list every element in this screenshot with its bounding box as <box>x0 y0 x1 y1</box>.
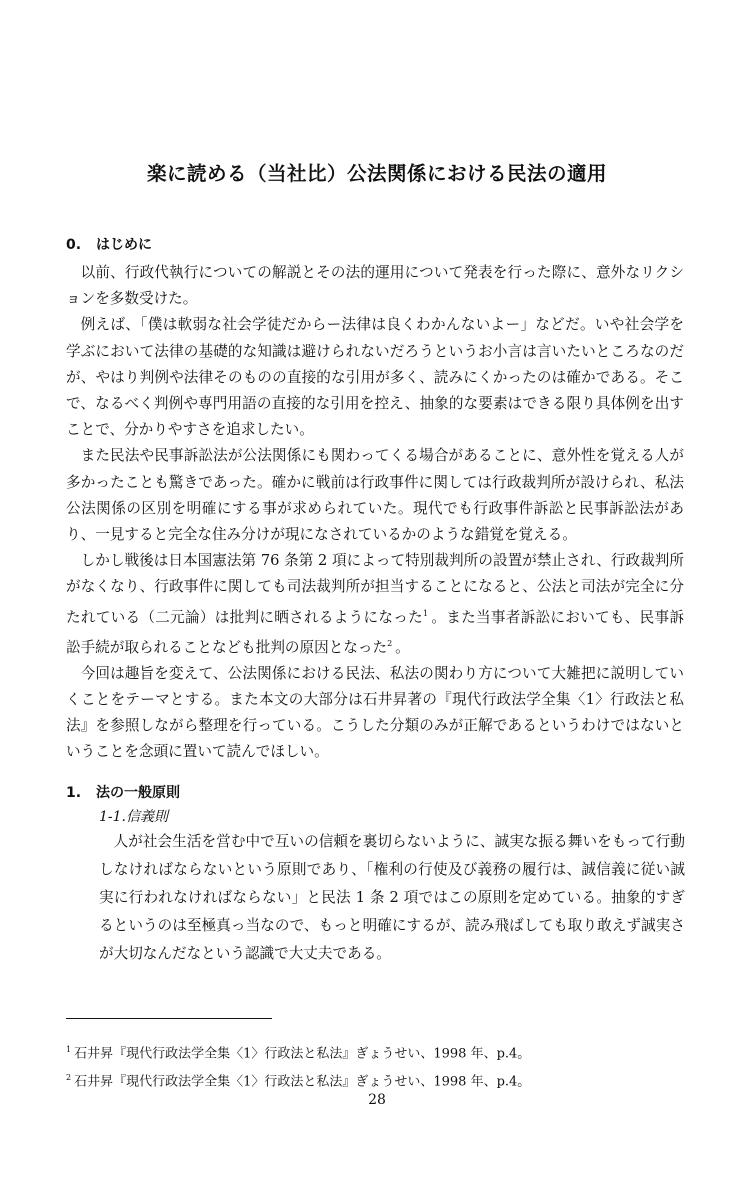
section-number-1: 1. <box>66 785 82 801</box>
section-title-1: 法の一般原則 <box>96 785 180 801</box>
footnote-divider <box>66 1018 272 1019</box>
section-heading-0 <box>66 234 152 254</box>
paragraph: 人が社会生活を営む中で互いの信頼を裏切らないように、誠実な振る舞いをもって行動しなければならないという原則であり、「権利の行使及び義務の履行は、誠信義に従い誠実に行われなければならない」と民法 1 条 2 項ではこの原則を定めている。抽象的すぎるというのは至極真っ当なので、もっと明確にするが、読み飛ばしても取り敢えず誠実さが大切なんだなという認識で大丈夫である。 <box>99 833 685 962</box>
paragraph: 例えば、「僕は軟弱な社会学徒だからー法律は良くわかんないよー」などだ。いや社会学を学ぶにおいて法律の基礎的な知識は避けられないだろうというお小言は言いたいところなのだが、やはり判例や法律そのものの直接的な引用が多く、読みにくかったのは確かである。そこで、なるべく判例や専門用語の直接的な引用を控え、抽象的な要素はできる限り具体例を出すことで、分かりやすさを追求したい。 <box>66 316 684 439</box>
footnotes <box>66 1038 686 1095</box>
subsection-heading: 1-1.信義則 <box>99 809 168 825</box>
footnote-text: 石井昇『現代行政法学全集〈1〉行政法と私法』ぎょうせい、1998 年、p.4。 <box>74 1046 531 1062</box>
paragraph-text: 。また当事者訴訟においても、民事訴訟手続が取られることなども批判の原因となった <box>66 608 684 656</box>
paragraph: 今回は趣旨を変えて、公法関係における民法、私法の関わり方について大雑把に説明していくことをテーマとする。また本文の大部分は石井昇著の『現代行政法学全集〈1〉行政法と私法』を参照しながら整理を行っている。こうした分類のみが正解であるというわけではないということを念頭に置いて読んでほしい。 <box>66 664 684 761</box>
section-number-0: 0. <box>66 237 82 253</box>
page-number: 28 <box>368 1092 386 1108</box>
section-heading-1 <box>66 782 180 802</box>
footnote-ref-1[interactable]: 1 <box>423 608 429 618</box>
paragraph <box>66 548 684 661</box>
footnote-mark: 2 <box>66 1073 72 1083</box>
paragraph: 以前、行政代執行についての解説とその法的運用について発表を行った際に、意外なリクションを多数受けた。 <box>66 264 684 308</box>
footnote-2 <box>66 1066 686 1094</box>
footnote-ref-2[interactable]: 2 <box>387 638 393 648</box>
footnote-text: 石井昇『現代行政法学全集〈1〉行政法と私法』ぎょうせい、1998 年、p.4。 <box>74 1074 531 1090</box>
subsection-body <box>99 828 685 968</box>
footnote-mark: 1 <box>66 1045 72 1054</box>
paragraph: また民法や民事訴訟法が公法関係にも関わってくる場合があることに、意外性を覚える人が多かったことも驚きであった。確かに戦前は行政事件に関しては行政裁判所が設けられ、私法公法関係の区別を明確にする事が求められていた。現代でも行政事件訴訟と民事訴訟法があり、一見すると完全な住み分けが現になされているかのような錯覚を覚える。 <box>66 447 684 544</box>
paragraph-text: 。 <box>395 638 410 656</box>
footnote-1 <box>66 1038 686 1066</box>
document-title: 楽に読める（当社比）公法関係における民法の適用 <box>146 162 607 185</box>
section-0-body <box>66 260 684 766</box>
section-title-0: はじめに <box>96 237 152 253</box>
paragraph-text: しかし戦後は日本国憲法第 76 条第 2 項によって特別裁判所の設置が禁止され、行政裁判所がなくなり、行政事件に関しても司法裁判所が担当することになると、公法と司法が完全に分たれている（二元論）は批判に晒されるようになった <box>66 552 684 626</box>
